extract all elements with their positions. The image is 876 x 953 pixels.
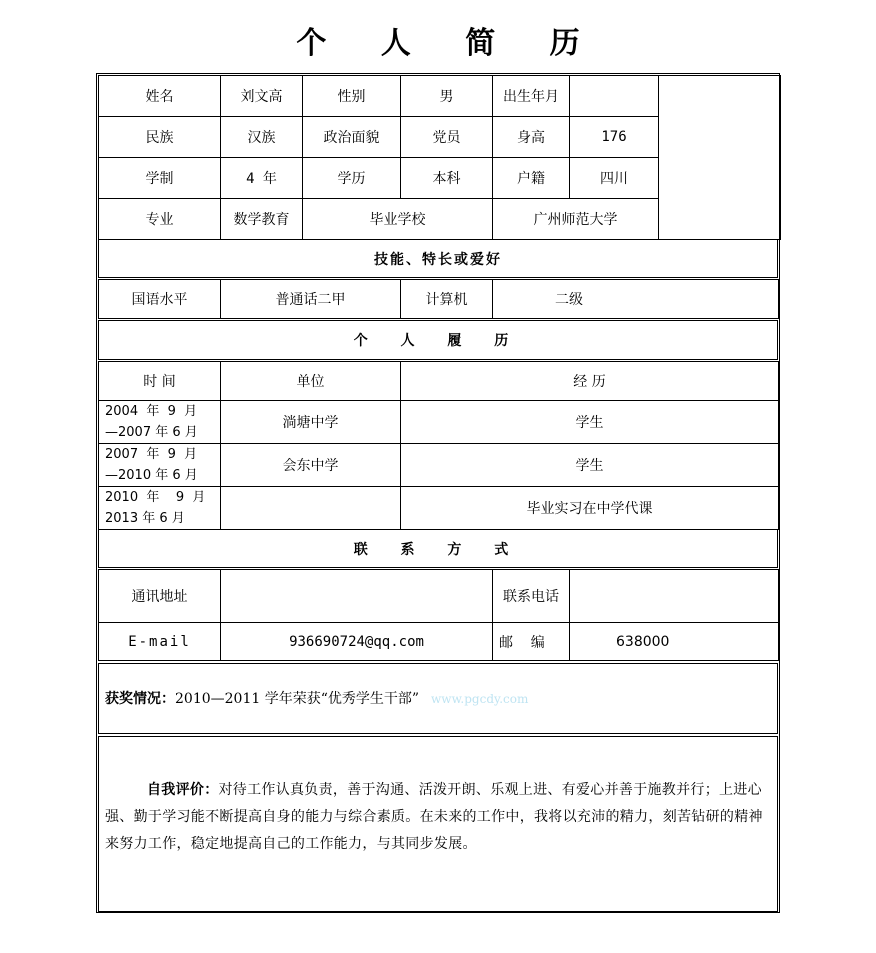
table-row — [99, 487, 779, 530]
history-heading: 个 人 履 历 — [99, 321, 778, 360]
address-value — [221, 570, 493, 623]
history-exp: 毕业实习在中学代课 — [401, 487, 779, 530]
name-value: 刘文高 — [221, 76, 303, 117]
skills-heading-table — [98, 239, 778, 278]
contact-table — [98, 569, 779, 661]
name-label: 姓名 — [99, 76, 221, 117]
history-heading-table — [98, 320, 778, 360]
history-time-end: —2007 年 6 月 — [105, 425, 198, 440]
lang-label: 国语水平 — [99, 280, 221, 319]
self-eval-section — [98, 736, 778, 912]
self-eval-text: 对待工作认真负责，善于沟通、活泼开朗、乐观上进、有爱心并善于施教并行；上进心强、勤于学习能不断提高自身的能力与综合素质。在未来的工作中，我将以充沛的精力，刻苦钻研的精神来努力工作，稳定地提高自己的工作能力，与其同步发展。 — [105, 782, 763, 852]
history-col-exp: 经 历 — [401, 362, 779, 401]
history-time-start: 2007 年 9 月 — [105, 447, 198, 462]
ethnicity-label: 民族 — [99, 117, 221, 158]
history-col-unit: 单位 — [221, 362, 401, 401]
history-time-end: 2013 年 6 月 — [105, 511, 185, 526]
political-label: 政治面貌 — [303, 117, 401, 158]
photo-cell — [659, 76, 781, 240]
page-title: 个 人 简 历 — [296, 26, 602, 61]
major-value: 数学教育 — [221, 199, 303, 240]
phone-label: 联系电话 — [493, 570, 570, 623]
contact-heading-table — [98, 529, 778, 568]
computer-value: 二级 — [493, 280, 779, 319]
hukou-label: 户籍 — [493, 158, 570, 199]
history-unit — [221, 487, 401, 530]
gender-label: 性别 — [303, 76, 401, 117]
table-row — [99, 401, 779, 444]
zip-value: 638000 — [570, 623, 779, 661]
award-text: 2010—2011 学年荣获“优秀学生干部” — [175, 691, 420, 707]
history-time-end: —2010 年 6 月 — [105, 468, 198, 483]
history-table — [98, 361, 779, 530]
award-label: 获奖情况： — [105, 691, 175, 707]
zip-label: 邮 编 — [493, 623, 570, 661]
history-time — [99, 444, 221, 487]
history-time-start: 2010 年 9 月 — [105, 490, 206, 505]
table-row — [99, 444, 779, 487]
self-eval-label: 自我评价： — [147, 782, 219, 798]
ethnicity-value: 汉族 — [221, 117, 303, 158]
computer-label: 计算机 — [401, 280, 493, 319]
birth-label: 出生年月 — [493, 76, 570, 117]
education-label: 学历 — [303, 158, 401, 199]
education-value: 本科 — [401, 158, 493, 199]
height-label: 身高 — [493, 117, 570, 158]
political-value: 党员 — [401, 117, 493, 158]
birth-value — [570, 76, 659, 117]
email-value: 936690724@qq.com — [221, 623, 493, 661]
history-unit: 淌塘中学 — [221, 401, 401, 444]
history-unit: 会东中学 — [221, 444, 401, 487]
system-value: 4 年 — [221, 158, 303, 199]
award-section — [98, 663, 778, 734]
phone-value — [570, 570, 779, 623]
skills-heading: 技能、特长或爱好 — [99, 240, 778, 278]
history-exp: 学生 — [401, 401, 779, 444]
school-label: 毕业学校 — [303, 199, 493, 240]
history-col-time: 时 间 — [99, 362, 221, 401]
school-value: 广州师范大学 — [493, 199, 659, 240]
basic-info-table — [98, 75, 781, 240]
skills-table — [98, 279, 779, 319]
history-exp: 学生 — [401, 444, 779, 487]
gender-value: 男 — [401, 76, 493, 117]
history-time-start: 2004 年 9 月 — [105, 404, 198, 419]
height-value: 176 — [570, 117, 659, 158]
history-time — [99, 401, 221, 444]
system-label: 学制 — [99, 158, 221, 199]
hukou-value: 四川 — [570, 158, 659, 199]
history-time — [99, 487, 221, 530]
watermark-text: www.pgcdy.com — [431, 692, 529, 706]
contact-heading: 联 系 方 式 — [99, 530, 778, 568]
address-label: 通讯地址 — [99, 570, 221, 623]
major-label: 专业 — [99, 199, 221, 240]
lang-value: 普通话二甲 — [221, 280, 401, 319]
email-label: E-mail — [99, 623, 221, 661]
